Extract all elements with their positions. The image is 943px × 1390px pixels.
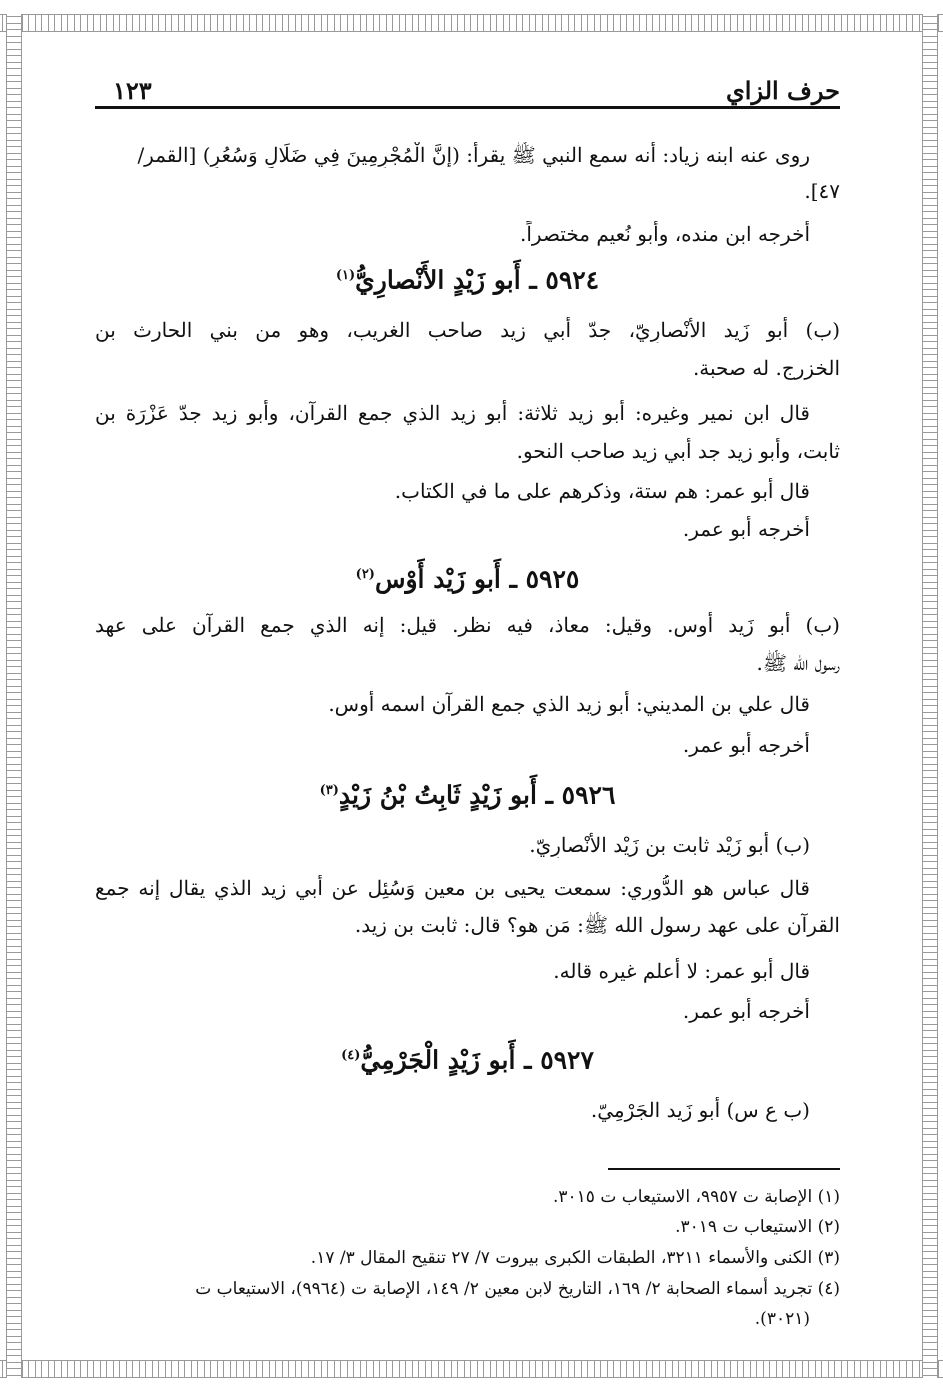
page-border-top — [0, 14, 943, 32]
text-line: قال أَبو عمر: لا أَعلم غيره قاله. — [553, 959, 810, 983]
entry-number: ٥٩٢٥ — [525, 564, 580, 594]
entry-heading: ٥٩٢٦ ـ أَبو زَيْدٍ ثَابِتُ بْنُ زَيْدٍ$^{(٣)}$ — [319, 780, 616, 810]
text-line: (ب) أَبو زَيد أَوس. وقيل: معاذ، فيه نظر. قيل: إِنه الذي جمع القرآن على عهد — [95, 613, 840, 637]
running-head: حرف الزاي — [726, 76, 840, 105]
text-line: قال أَبو عمر: هم ستة، وذكرهم على ما في الكتاب. — [394, 479, 810, 503]
text-line: أخرجه ابن منده، وأبو نُعيم مختصراً. — [520, 222, 810, 246]
footnote: (١) الإصابة ت ٩٩٥٧، الاستيعاب ت ٣٠١٥. — [553, 1187, 840, 1207]
text-line: قال ابن نمير وغيره: أبو زيد ثلاثة: أَبو زيد الذي جمع القرآن، وأَبو زيد جدّ عَزْرَة بن — [95, 401, 810, 425]
entry-number: ٥٩٢٧ — [540, 1045, 594, 1075]
text-line: روى عنه ابنه زياد: أنه سمع النبي ﷺ يقرأ: (إِنَّ الْمُجْرِمِينَ فِي ضَلَالٍ وَسُعُرٍ) [القمر/ — [137, 143, 810, 167]
entry-name: أَبو زَيْدٍ الْجَرْمِيُّ — [360, 1045, 516, 1075]
entry-heading: ٥٩٢٧ ـ أَبو زَيْدٍ الْجَرْمِيُّ$^{(٤)}$ — [341, 1045, 594, 1075]
page-number: ١٢٣ — [113, 76, 152, 105]
footnote: (٣) الكنى والأسماء ٣٢١١، الطبقات الكبرى بيروت ٧/ ٢٧ تنقيح المقال ٣/ ١٧. — [310, 1248, 840, 1268]
text-line: (ب) أَبو زَيْد ثابت بن زَيْد الأَنْصارِيّ. — [529, 833, 810, 857]
entry-heading: ٥٩٢٤ ـ أَبو زَيْدٍ الأَنْصارِيُّ$^{(١)}$ — [335, 265, 600, 295]
page-border-left — [6, 14, 22, 1378]
page-border-bottom — [0, 1360, 943, 1378]
entry-name: أَبو زَيْدٍ ثَابِتُ بْنُ زَيْدٍ — [338, 780, 537, 810]
footnote: (٣٠٢١). — [754, 1309, 810, 1329]
footnote: (٤) تجريد أسماء الصحابة ٢/ ١٦٩، التاريخ لابن معين ٢/ ١٤٩، الإصابة ت (٩٩٦٤)، الاستيعاب ت — [195, 1279, 840, 1299]
text-line: أَخرجه أَبو عمر. — [682, 517, 810, 541]
entry-name: أَبو زَيْد أَوْس — [374, 564, 501, 594]
footnote: (٢) الاستيعاب ت ٣٠١٩. — [675, 1217, 840, 1237]
text-line: (ب ع س) أَبو زَيد الجَرْمِيّ. — [590, 1098, 810, 1122]
text-line: قال علي بن المديني: أَبو زيد الذي جمع القرآن اسمه أَوس. — [328, 692, 810, 716]
text-line: القرآن على عهد رسول الله ﷺ: مَن هو؟ قال: ثابت بن زيد. — [354, 913, 840, 937]
page-header — [95, 72, 840, 109]
text-line: أَخرجه أَبو عمر. — [682, 733, 810, 757]
text-line: أَخرجه أَبو عمر. — [682, 999, 810, 1023]
text-line: الخزرج. له صحبة. — [692, 356, 840, 380]
text-line: ثابت، وأَبو زيد جد أَبي زيد صاحب النحو. — [516, 439, 840, 463]
text-line: (ب) أَبو زَيد الأَنْصارِيّ، جدّ أَبي زيد صاحب الغريب، وهو من بني الحارث بن — [95, 318, 840, 342]
footnote-ref: (١) — [335, 268, 356, 283]
footnote-ref: (٣) — [319, 783, 339, 798]
entry-name: أَبو زَيْدٍ الأَنْصارِيُّ — [355, 265, 521, 295]
page-border-right — [922, 14, 938, 1378]
text-line: قال عباس هو الدُّورِي: سمعت يحيى بن معين وَسُئِل عن أَبي زيد الذي يقال إِنه جمع — [95, 876, 810, 900]
text-line: رسول الله ﷺ. — [756, 651, 840, 675]
entry-number: ٥٩٢٤ — [545, 265, 600, 295]
entry-number: ٥٩٢٦ — [561, 780, 616, 810]
text-line: ٤٧]. — [804, 179, 840, 203]
footnote-ref: (٤) — [341, 1048, 361, 1063]
footnote-separator — [608, 1168, 840, 1170]
footnote-ref: (٢) — [355, 567, 375, 582]
entry-heading: ٥٩٢٥ ـ أَبو زَيْد أَوْس$^{(٢)}$ — [355, 564, 580, 594]
